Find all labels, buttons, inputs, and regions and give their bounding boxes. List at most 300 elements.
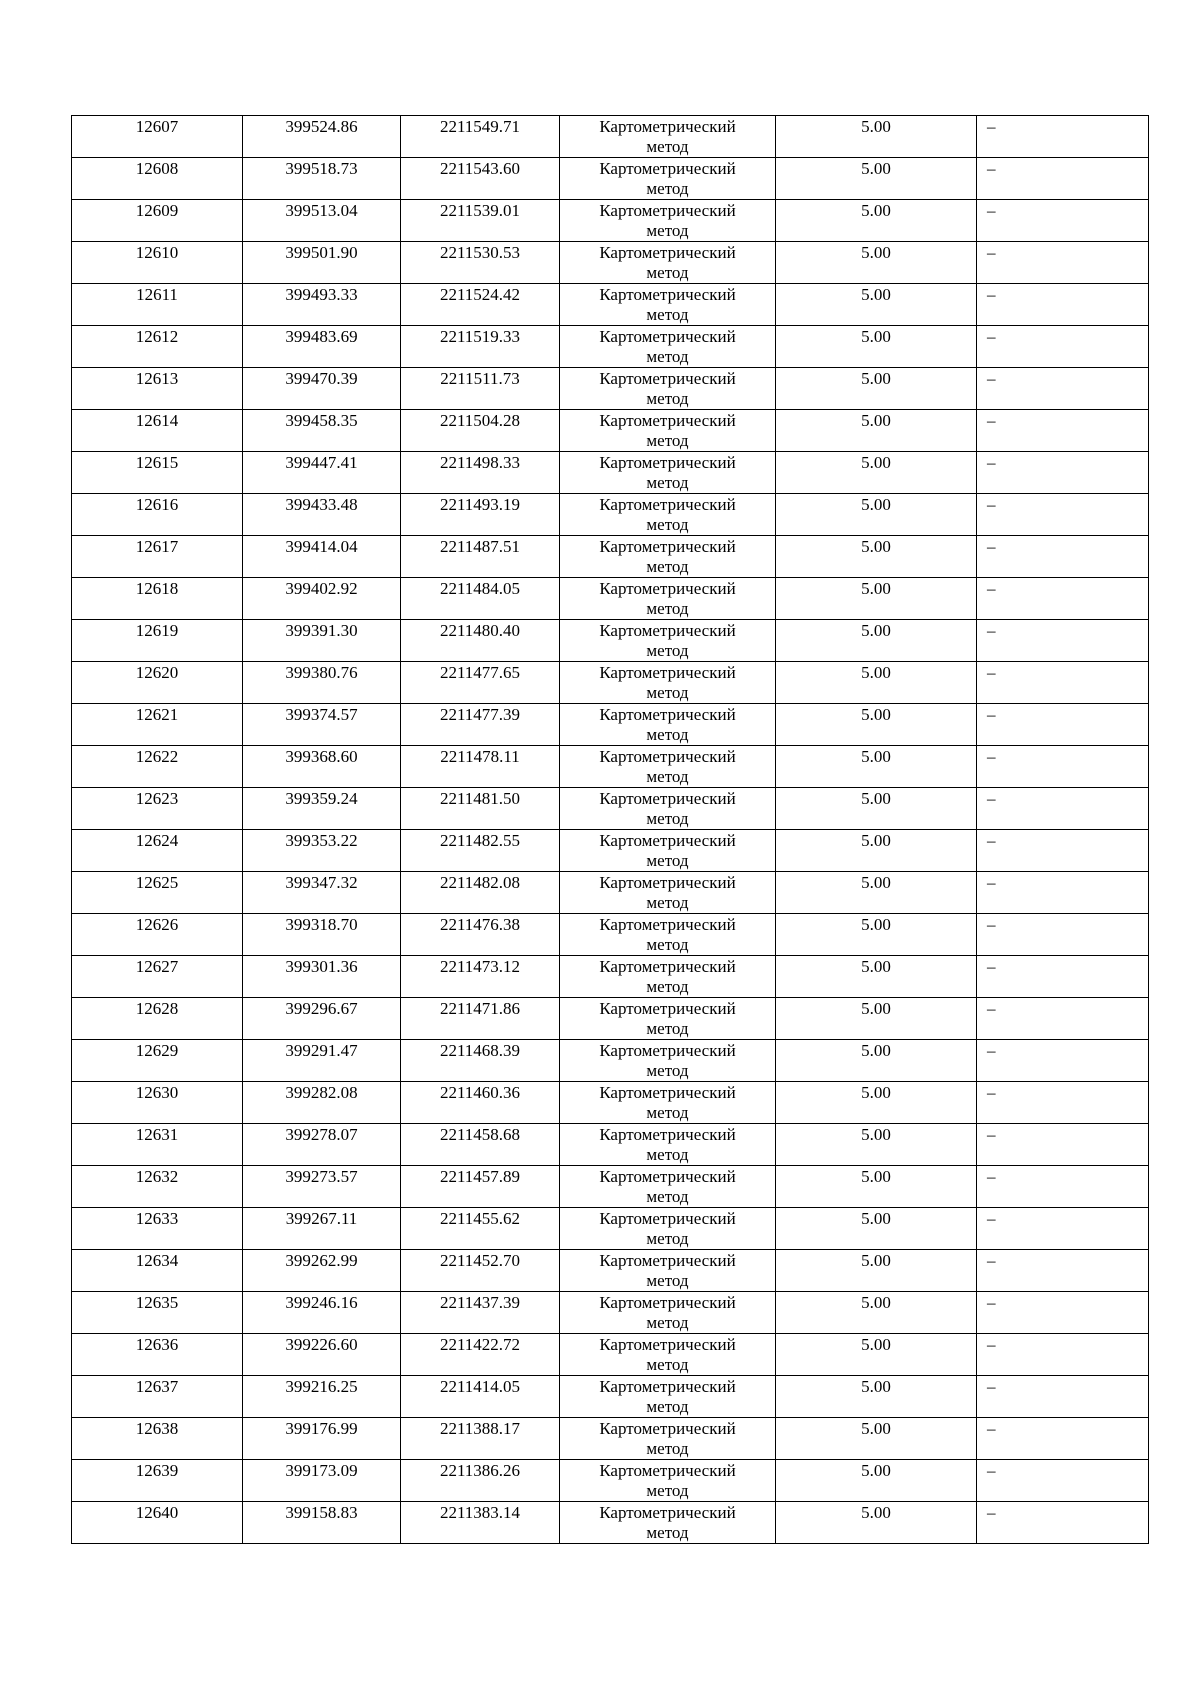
method-line-1: Картометрический — [599, 1041, 736, 1060]
method-line-1: Картометрический — [599, 1461, 736, 1480]
note-cell: – — [977, 830, 1149, 872]
method-line-1: Картометрический — [599, 1335, 736, 1354]
method-line-2: метод — [646, 1355, 689, 1374]
method-cell — [560, 158, 776, 200]
method-cell — [560, 200, 776, 242]
method-line-2: метод — [646, 935, 689, 954]
point-number-cell: 12624 — [72, 830, 243, 872]
method-line-1: Картометрический — [599, 411, 736, 430]
note-cell: – — [977, 410, 1149, 452]
y-coordinate-cell: 2211478.11 — [401, 746, 560, 788]
accuracy-cell: 5.00 — [776, 578, 977, 620]
table-row — [72, 326, 1149, 368]
x-coordinate-cell: 399278.07 — [243, 1124, 401, 1166]
table-row — [72, 872, 1149, 914]
point-number-cell: 12612 — [72, 326, 243, 368]
table-row — [72, 494, 1149, 536]
y-coordinate-cell: 2211482.55 — [401, 830, 560, 872]
accuracy-cell: 5.00 — [776, 956, 977, 998]
accuracy-cell: 5.00 — [776, 620, 977, 662]
x-coordinate-cell: 399273.57 — [243, 1166, 401, 1208]
note-cell: – — [977, 1166, 1149, 1208]
method-cell — [560, 998, 776, 1040]
y-coordinate-cell: 2211549.71 — [401, 116, 560, 158]
x-coordinate-cell: 399524.86 — [243, 116, 401, 158]
point-number-cell: 12622 — [72, 746, 243, 788]
accuracy-cell: 5.00 — [776, 158, 977, 200]
point-number-cell: 12626 — [72, 914, 243, 956]
method-line-2: метод — [646, 305, 689, 324]
note-cell: – — [977, 746, 1149, 788]
point-number-cell: 12639 — [72, 1460, 243, 1502]
accuracy-cell: 5.00 — [776, 536, 977, 578]
x-coordinate-cell: 399513.04 — [243, 200, 401, 242]
method-line-1: Картометрический — [599, 663, 736, 682]
method-line-1: Картометрический — [599, 1167, 736, 1186]
x-coordinate-cell: 399282.08 — [243, 1082, 401, 1124]
x-coordinate-cell: 399291.47 — [243, 1040, 401, 1082]
x-coordinate-cell: 399433.48 — [243, 494, 401, 536]
point-number-cell: 12611 — [72, 284, 243, 326]
method-line-1: Картометрический — [599, 915, 736, 934]
x-coordinate-cell: 399216.25 — [243, 1376, 401, 1418]
method-cell — [560, 368, 776, 410]
method-line-1: Картометрический — [599, 705, 736, 724]
table-row — [72, 368, 1149, 410]
method-line-1: Картометрический — [599, 831, 736, 850]
accuracy-cell: 5.00 — [776, 1208, 977, 1250]
method-line-2: метод — [646, 1229, 689, 1248]
y-coordinate-cell: 2211468.39 — [401, 1040, 560, 1082]
method-cell — [560, 1250, 776, 1292]
point-number-cell: 12636 — [72, 1334, 243, 1376]
method-line-2: метод — [646, 347, 689, 366]
x-coordinate-cell: 399347.32 — [243, 872, 401, 914]
method-line-1: Картометрический — [599, 1209, 736, 1228]
note-cell: – — [977, 1124, 1149, 1166]
point-number-cell: 12610 — [72, 242, 243, 284]
accuracy-cell: 5.00 — [776, 788, 977, 830]
point-number-cell: 12640 — [72, 1502, 243, 1544]
y-coordinate-cell: 2211519.33 — [401, 326, 560, 368]
note-cell: – — [977, 956, 1149, 998]
x-coordinate-cell: 399368.60 — [243, 746, 401, 788]
accuracy-cell: 5.00 — [776, 746, 977, 788]
x-coordinate-cell: 399518.73 — [243, 158, 401, 200]
accuracy-cell: 5.00 — [776, 1460, 977, 1502]
point-number-cell: 12618 — [72, 578, 243, 620]
note-cell: – — [977, 620, 1149, 662]
table-row — [72, 998, 1149, 1040]
point-number-cell: 12620 — [72, 662, 243, 704]
method-line-1: Картометрический — [599, 1083, 736, 1102]
note-cell: – — [977, 326, 1149, 368]
accuracy-cell: 5.00 — [776, 1376, 977, 1418]
y-coordinate-cell: 2211481.50 — [401, 788, 560, 830]
y-coordinate-cell: 2211437.39 — [401, 1292, 560, 1334]
x-coordinate-cell: 399402.92 — [243, 578, 401, 620]
x-coordinate-cell: 399318.70 — [243, 914, 401, 956]
y-coordinate-cell: 2211422.72 — [401, 1334, 560, 1376]
method-line-1: Картометрический — [599, 369, 736, 388]
note-cell: – — [977, 1040, 1149, 1082]
table-row — [72, 914, 1149, 956]
accuracy-cell: 5.00 — [776, 1040, 977, 1082]
x-coordinate-cell: 399301.36 — [243, 956, 401, 998]
method-line-1: Картометрический — [599, 117, 736, 136]
accuracy-cell: 5.00 — [776, 830, 977, 872]
x-coordinate-cell: 399226.60 — [243, 1334, 401, 1376]
method-cell — [560, 1460, 776, 1502]
note-cell: – — [977, 200, 1149, 242]
x-coordinate-cell: 399483.69 — [243, 326, 401, 368]
method-line-2: метод — [646, 221, 689, 240]
method-line-1: Картометрический — [599, 537, 736, 556]
method-cell — [560, 1418, 776, 1460]
x-coordinate-cell: 399470.39 — [243, 368, 401, 410]
y-coordinate-cell: 2211482.08 — [401, 872, 560, 914]
y-coordinate-cell: 2211388.17 — [401, 1418, 560, 1460]
method-line-2: метод — [646, 1439, 689, 1458]
note-cell: – — [977, 1208, 1149, 1250]
table-row — [72, 704, 1149, 746]
method-cell — [560, 326, 776, 368]
y-coordinate-cell: 2211484.05 — [401, 578, 560, 620]
table-row — [72, 1292, 1149, 1334]
method-cell — [560, 1376, 776, 1418]
point-number-cell: 12608 — [72, 158, 243, 200]
note-cell: – — [977, 662, 1149, 704]
table-row — [72, 1334, 1149, 1376]
point-number-cell: 12607 — [72, 116, 243, 158]
table-row — [72, 536, 1149, 578]
method-cell — [560, 578, 776, 620]
method-line-2: метод — [646, 599, 689, 618]
note-cell: – — [977, 494, 1149, 536]
point-number-cell: 12637 — [72, 1376, 243, 1418]
x-coordinate-cell: 399374.57 — [243, 704, 401, 746]
accuracy-cell: 5.00 — [776, 704, 977, 746]
accuracy-cell: 5.00 — [776, 872, 977, 914]
note-cell: – — [977, 284, 1149, 326]
method-cell — [560, 830, 776, 872]
table-row — [72, 1376, 1149, 1418]
y-coordinate-cell: 2211471.86 — [401, 998, 560, 1040]
accuracy-cell: 5.00 — [776, 326, 977, 368]
point-number-cell: 12613 — [72, 368, 243, 410]
point-number-cell: 12614 — [72, 410, 243, 452]
y-coordinate-cell: 2211386.26 — [401, 1460, 560, 1502]
method-line-1: Картометрический — [599, 747, 736, 766]
method-line-2: метод — [646, 1061, 689, 1080]
accuracy-cell: 5.00 — [776, 1418, 977, 1460]
y-coordinate-cell: 2211458.68 — [401, 1124, 560, 1166]
y-coordinate-cell: 2211414.05 — [401, 1376, 560, 1418]
y-coordinate-cell: 2211460.36 — [401, 1082, 560, 1124]
y-coordinate-cell: 2211543.60 — [401, 158, 560, 200]
method-cell — [560, 116, 776, 158]
accuracy-cell: 5.00 — [776, 200, 977, 242]
method-line-1: Картометрический — [599, 327, 736, 346]
y-coordinate-cell: 2211480.40 — [401, 620, 560, 662]
method-cell — [560, 494, 776, 536]
method-line-1: Картометрический — [599, 285, 736, 304]
table-row — [72, 1040, 1149, 1082]
method-line-1: Картометрический — [599, 453, 736, 472]
note-cell: – — [977, 116, 1149, 158]
method-line-2: метод — [646, 1523, 689, 1542]
point-number-cell: 12627 — [72, 956, 243, 998]
x-coordinate-cell: 399391.30 — [243, 620, 401, 662]
coordinates-table — [71, 115, 1149, 1544]
point-number-cell: 12623 — [72, 788, 243, 830]
method-line-1: Картометрический — [599, 1125, 736, 1144]
method-cell — [560, 1334, 776, 1376]
table-row — [72, 242, 1149, 284]
note-cell: – — [977, 368, 1149, 410]
note-cell: – — [977, 872, 1149, 914]
table-row — [72, 284, 1149, 326]
point-number-cell: 12617 — [72, 536, 243, 578]
method-line-1: Картометрический — [599, 1419, 736, 1438]
method-line-1: Картометрический — [599, 789, 736, 808]
note-cell: – — [977, 1376, 1149, 1418]
note-cell: – — [977, 1292, 1149, 1334]
accuracy-cell: 5.00 — [776, 914, 977, 956]
method-cell — [560, 1124, 776, 1166]
accuracy-cell: 5.00 — [776, 1292, 977, 1334]
x-coordinate-cell: 399501.90 — [243, 242, 401, 284]
table-row — [72, 200, 1149, 242]
accuracy-cell: 5.00 — [776, 1502, 977, 1544]
method-line-1: Картометрический — [599, 495, 736, 514]
method-line-1: Картометрический — [599, 621, 736, 640]
table-row — [72, 788, 1149, 830]
note-cell: – — [977, 1082, 1149, 1124]
point-number-cell: 12634 — [72, 1250, 243, 1292]
table-row — [72, 746, 1149, 788]
accuracy-cell: 5.00 — [776, 410, 977, 452]
x-coordinate-cell: 399414.04 — [243, 536, 401, 578]
method-cell — [560, 746, 776, 788]
accuracy-cell: 5.00 — [776, 1250, 977, 1292]
method-cell — [560, 1292, 776, 1334]
method-line-2: метод — [646, 431, 689, 450]
point-number-cell: 12616 — [72, 494, 243, 536]
method-cell — [560, 956, 776, 998]
accuracy-cell: 5.00 — [776, 452, 977, 494]
table-row — [72, 662, 1149, 704]
method-line-1: Картометрический — [599, 159, 736, 178]
x-coordinate-cell: 399176.99 — [243, 1418, 401, 1460]
table-row — [72, 116, 1149, 158]
point-number-cell: 12633 — [72, 1208, 243, 1250]
point-number-cell: 12629 — [72, 1040, 243, 1082]
method-line-2: метод — [646, 1019, 689, 1038]
y-coordinate-cell: 2211473.12 — [401, 956, 560, 998]
y-coordinate-cell: 2211476.38 — [401, 914, 560, 956]
y-coordinate-cell: 2211477.65 — [401, 662, 560, 704]
point-number-cell: 12609 — [72, 200, 243, 242]
y-coordinate-cell: 2211498.33 — [401, 452, 560, 494]
x-coordinate-cell: 399296.67 — [243, 998, 401, 1040]
table-row — [72, 452, 1149, 494]
accuracy-cell: 5.00 — [776, 662, 977, 704]
table-row — [72, 1250, 1149, 1292]
method-line-2: метод — [646, 1313, 689, 1332]
note-cell: – — [977, 578, 1149, 620]
method-line-2: метод — [646, 641, 689, 660]
table-row — [72, 1208, 1149, 1250]
x-coordinate-cell: 399173.09 — [243, 1460, 401, 1502]
note-cell: – — [977, 1334, 1149, 1376]
method-cell — [560, 1166, 776, 1208]
y-coordinate-cell: 2211530.53 — [401, 242, 560, 284]
note-cell: – — [977, 788, 1149, 830]
point-number-cell: 12638 — [72, 1418, 243, 1460]
table-row — [72, 578, 1149, 620]
x-coordinate-cell: 399246.16 — [243, 1292, 401, 1334]
method-line-2: метод — [646, 851, 689, 870]
method-line-1: Картометрический — [599, 1293, 736, 1312]
table-row — [72, 956, 1149, 998]
method-cell — [560, 1208, 776, 1250]
accuracy-cell: 5.00 — [776, 1334, 977, 1376]
method-cell — [560, 242, 776, 284]
note-cell: – — [977, 1418, 1149, 1460]
accuracy-cell: 5.00 — [776, 494, 977, 536]
x-coordinate-cell: 399493.33 — [243, 284, 401, 326]
accuracy-cell: 5.00 — [776, 284, 977, 326]
method-cell — [560, 536, 776, 578]
method-line-2: метод — [646, 557, 689, 576]
point-number-cell: 12628 — [72, 998, 243, 1040]
note-cell: – — [977, 1250, 1149, 1292]
method-line-2: метод — [646, 1187, 689, 1206]
note-cell: – — [977, 998, 1149, 1040]
method-line-1: Картометрический — [599, 957, 736, 976]
method-line-2: метод — [646, 893, 689, 912]
accuracy-cell: 5.00 — [776, 116, 977, 158]
y-coordinate-cell: 2211383.14 — [401, 1502, 560, 1544]
x-coordinate-cell: 399262.99 — [243, 1250, 401, 1292]
table-row — [72, 1418, 1149, 1460]
x-coordinate-cell: 399447.41 — [243, 452, 401, 494]
y-coordinate-cell: 2211477.39 — [401, 704, 560, 746]
note-cell: – — [977, 452, 1149, 494]
table-row — [72, 620, 1149, 662]
point-number-cell: 12632 — [72, 1166, 243, 1208]
method-line-2: метод — [646, 179, 689, 198]
accuracy-cell: 5.00 — [776, 368, 977, 410]
method-cell — [560, 620, 776, 662]
y-coordinate-cell: 2211452.70 — [401, 1250, 560, 1292]
y-coordinate-cell: 2211457.89 — [401, 1166, 560, 1208]
method-cell — [560, 452, 776, 494]
method-line-1: Картометрический — [599, 1503, 736, 1522]
method-line-2: метод — [646, 1397, 689, 1416]
method-line-1: Картометрический — [599, 579, 736, 598]
method-cell — [560, 410, 776, 452]
method-line-2: метод — [646, 767, 689, 786]
method-line-1: Картометрический — [599, 1251, 736, 1270]
method-cell — [560, 788, 776, 830]
note-cell: – — [977, 242, 1149, 284]
method-line-2: метод — [646, 1103, 689, 1122]
point-number-cell: 12630 — [72, 1082, 243, 1124]
point-number-cell: 12635 — [72, 1292, 243, 1334]
note-cell: – — [977, 1502, 1149, 1544]
method-line-1: Картометрический — [599, 201, 736, 220]
y-coordinate-cell: 2211524.42 — [401, 284, 560, 326]
accuracy-cell: 5.00 — [776, 998, 977, 1040]
x-coordinate-cell: 399380.76 — [243, 662, 401, 704]
method-line-2: метод — [646, 683, 689, 702]
y-coordinate-cell: 2211504.28 — [401, 410, 560, 452]
table-row — [72, 1124, 1149, 1166]
x-coordinate-cell: 399458.35 — [243, 410, 401, 452]
table-row — [72, 410, 1149, 452]
note-cell: – — [977, 158, 1149, 200]
table-row — [72, 1460, 1149, 1502]
method-line-2: метод — [646, 263, 689, 282]
point-number-cell: 12621 — [72, 704, 243, 746]
method-cell — [560, 284, 776, 326]
method-line-2: метод — [646, 1145, 689, 1164]
method-cell — [560, 1502, 776, 1544]
table-row — [72, 830, 1149, 872]
method-line-2: метод — [646, 809, 689, 828]
note-cell: – — [977, 1460, 1149, 1502]
accuracy-cell: 5.00 — [776, 1124, 977, 1166]
point-number-cell: 12619 — [72, 620, 243, 662]
note-cell: – — [977, 914, 1149, 956]
point-number-cell: 12625 — [72, 872, 243, 914]
y-coordinate-cell: 2211539.01 — [401, 200, 560, 242]
table-row — [72, 1502, 1149, 1544]
method-cell — [560, 872, 776, 914]
method-line-2: метод — [646, 1481, 689, 1500]
x-coordinate-cell: 399267.11 — [243, 1208, 401, 1250]
method-line-2: метод — [646, 515, 689, 534]
method-cell — [560, 1040, 776, 1082]
note-cell: – — [977, 704, 1149, 746]
point-number-cell: 12615 — [72, 452, 243, 494]
table-body — [72, 116, 1149, 1544]
method-line-2: метод — [646, 473, 689, 492]
table-row — [72, 1166, 1149, 1208]
method-line-1: Картометрический — [599, 999, 736, 1018]
accuracy-cell: 5.00 — [776, 1166, 977, 1208]
x-coordinate-cell: 399158.83 — [243, 1502, 401, 1544]
method-line-1: Картометрический — [599, 243, 736, 262]
method-line-2: метод — [646, 977, 689, 996]
y-coordinate-cell: 2211455.62 — [401, 1208, 560, 1250]
y-coordinate-cell: 2211487.51 — [401, 536, 560, 578]
y-coordinate-cell: 2211511.73 — [401, 368, 560, 410]
accuracy-cell: 5.00 — [776, 1082, 977, 1124]
accuracy-cell: 5.00 — [776, 242, 977, 284]
table-row — [72, 1082, 1149, 1124]
method-cell — [560, 704, 776, 746]
x-coordinate-cell: 399359.24 — [243, 788, 401, 830]
point-number-cell: 12631 — [72, 1124, 243, 1166]
method-cell — [560, 914, 776, 956]
method-cell — [560, 662, 776, 704]
method-line-2: метод — [646, 725, 689, 744]
method-line-2: метод — [646, 1271, 689, 1290]
method-cell — [560, 1082, 776, 1124]
